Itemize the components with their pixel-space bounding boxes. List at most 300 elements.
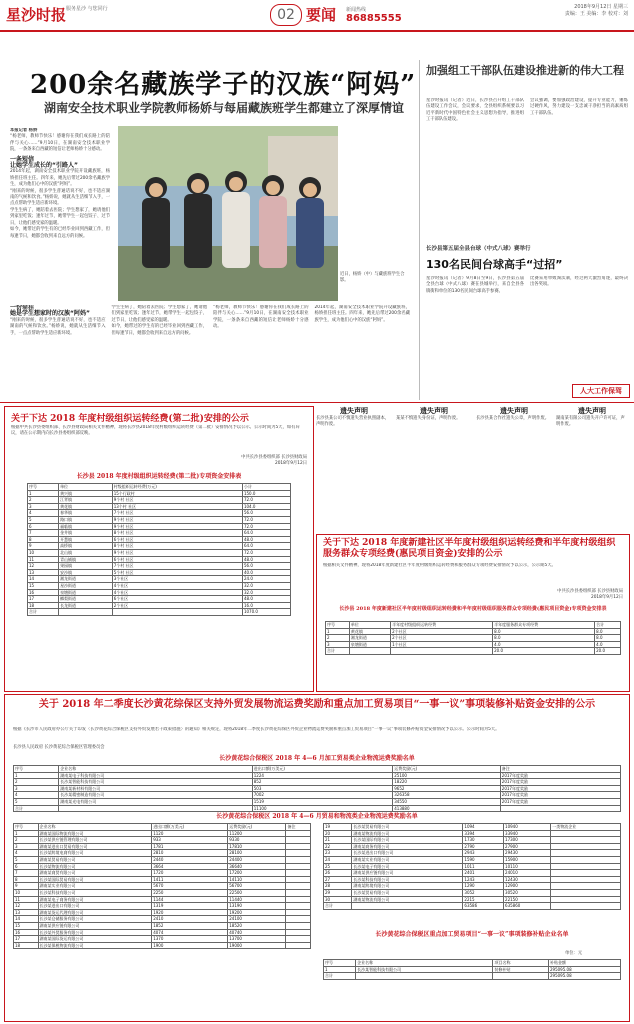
table-cell: 11200 — [228, 830, 286, 837]
table-cell: 13个村 社区 — [112, 503, 242, 510]
table-cell: 2790 — [463, 843, 504, 850]
table-cell — [551, 856, 621, 863]
table-cell — [286, 830, 311, 837]
table-cell: 14 — [14, 916, 39, 923]
table-body — [28, 490, 291, 615]
table-cell: 湖南某新材料有限公司 — [59, 785, 252, 792]
table-row — [28, 549, 291, 556]
table-row — [28, 582, 291, 589]
table-cell — [286, 856, 311, 863]
table-cell: 3 — [14, 785, 59, 792]
table-header: 企业名称 — [356, 960, 493, 967]
lead-headline: 200余名藏族学子的汉族“阿妈” — [30, 70, 417, 100]
table-row — [14, 903, 311, 910]
table-cell: 19200 — [228, 909, 286, 916]
issue-date — [565, 4, 628, 18]
table-row — [14, 916, 311, 923]
table-header: 备注 — [286, 824, 311, 831]
table-cell: 3个社区 — [112, 576, 242, 583]
table-header: 小计 — [242, 484, 290, 491]
table-cell: 湖南某商务有限公司 — [352, 843, 463, 850]
table-cell: 2 — [28, 497, 59, 504]
lost-notice — [476, 406, 552, 422]
table-cell: 长沙某贸易有限公司 — [352, 824, 463, 831]
table-cell: 8.0 — [595, 628, 621, 635]
table-cell: 2440 — [152, 856, 228, 863]
table-header: 合计 — [595, 622, 621, 629]
sport-article-body — [426, 276, 628, 380]
table-cell — [286, 850, 311, 857]
table-cell — [551, 876, 621, 883]
table-header: 备注 — [500, 766, 620, 773]
table-cell: 2 — [14, 779, 59, 786]
table-cell: 长沙某贸易有限公司 — [352, 889, 463, 896]
table-cell: 6个社区 — [112, 596, 242, 603]
table-cell: 4个社区 — [112, 582, 242, 589]
table-cell: 湖南某进出口贸易有限公司 — [38, 843, 152, 850]
hotline-number: 86885555 — [346, 13, 402, 24]
table-cell: 11 — [14, 896, 39, 903]
right-paragraph: 会议强调，要加强政治建设，提升专业能力，锤炼过硬作风，努力建设一支忠诚干净担当的高素质组工干部队伍。 — [530, 98, 628, 116]
table-cell: 合计 — [28, 609, 59, 616]
table-row — [28, 536, 291, 543]
table-cell: 1个社区 — [391, 641, 493, 648]
table-cell — [286, 916, 311, 923]
table-cell: 8.0 — [595, 635, 621, 642]
table-cell: 32.0 — [242, 589, 290, 596]
table-cell — [551, 837, 621, 844]
table-cell — [286, 843, 311, 850]
table-cell: 25100 — [393, 772, 501, 779]
table-cell: 1070.0 — [242, 609, 290, 616]
table-header: 补贴金额 — [548, 960, 620, 967]
table-row — [28, 576, 291, 583]
table-row — [28, 523, 291, 530]
lost-notice-text: 湖南某有限公司遗失开户许可证，声明作废。 — [556, 416, 625, 427]
table-cell — [286, 896, 311, 903]
table-cell — [286, 870, 311, 877]
table-cell: 11100 — [252, 805, 392, 812]
table-row — [324, 863, 621, 870]
table-cell: 9个村 社区 — [112, 523, 242, 530]
table-cell — [356, 973, 493, 980]
table-cell: 13190 — [228, 903, 286, 910]
hotline-label: 新闻热线 — [346, 7, 367, 13]
table-cell: 装修补贴 — [493, 966, 549, 973]
table-row — [28, 556, 291, 563]
table-cell: 5670 — [152, 883, 228, 890]
table-cell — [286, 863, 311, 870]
table-cell: 湖南某物流有限公司 — [352, 830, 463, 837]
table-cell: 150.0 — [242, 490, 290, 497]
table-cell: 1094 — [463, 824, 504, 831]
table-cell: 1 — [14, 772, 59, 779]
table-cell: 5 — [28, 516, 59, 523]
lead-subhead: 一条短信 — [10, 155, 35, 163]
community-funds-table — [325, 621, 621, 655]
table-cell: 3052 — [463, 889, 504, 896]
table-cell: 长沙某跨境电商有限公司 — [38, 850, 152, 857]
lost-notice — [396, 406, 472, 422]
table-cell — [551, 896, 621, 903]
table-cell: 1900 — [152, 942, 228, 949]
table-cell: 413880 — [393, 805, 501, 812]
table-cell: 40740 — [228, 929, 286, 936]
table-row — [28, 497, 291, 504]
notice-body: 根据中共长沙县委组织部、长沙县财政局相关文件精神，现将长沙县2018年度村级组织运转经费（第二批）安排情况予以公示。公示时间为5天，如有异议，请在公示期内向长沙县委组织部反映。 — [11, 425, 300, 436]
table-cell: 9个村 社区 — [112, 549, 242, 556]
table-row — [28, 589, 291, 596]
table-cell — [551, 850, 621, 857]
table-cell: 湖南某供应链有限公司 — [352, 870, 463, 877]
table-title: 长沙黄花综合保税区 2018 年 4—6 月贸易和物流类企业物流运费奖励名单 — [216, 813, 418, 820]
table-row — [326, 628, 621, 635]
table-cell: 7 — [14, 870, 39, 877]
sport-kicker: 长沙县第五届全县台球（中式八球）赛举行 — [426, 246, 531, 252]
table-cell: 3 — [28, 503, 59, 510]
table-cell: 30520 — [504, 889, 551, 896]
signer-text: 中共长沙县委组织部 长沙县财政局 — [241, 455, 307, 460]
table-cell: 28100 — [228, 850, 286, 857]
table-header: 运费奖励(元) — [228, 824, 286, 831]
table-cell: 7个村 社区 — [112, 510, 242, 517]
processing-trade-table — [13, 765, 621, 812]
table-cell: 2个社区 — [112, 602, 242, 609]
table-cell: 30 — [324, 896, 352, 903]
table-cell: 24.0 — [242, 576, 290, 583]
table-header: 运费奖励(元) — [393, 766, 501, 773]
table-cell: 福临镇 — [59, 523, 113, 530]
table-cell: 1144 — [152, 896, 228, 903]
table-cell: 湖南某国际货运有限公司 — [38, 936, 152, 943]
table-row — [324, 973, 621, 980]
table-cell: 合计 — [14, 805, 59, 812]
table-cell — [286, 936, 311, 943]
table-row — [326, 641, 621, 648]
table-cell: 18 — [14, 942, 39, 949]
table-row — [324, 870, 621, 877]
table-cell — [286, 889, 311, 896]
table-cell: 104.0 — [242, 503, 290, 510]
table-cell: 20 — [324, 830, 352, 837]
lead-paragraph: 学生生病了，她陪着去医院；学生想家了，她请他们到家里吃饭；逢年过节，她带学生一起包饺子、过节日，让他们感受家的温暖。 — [10, 207, 110, 226]
table-cell: 高桥镇 — [59, 543, 113, 550]
table-row — [14, 909, 311, 916]
table-cell: 635860 — [504, 903, 551, 910]
table-cell: 2401 — [463, 870, 504, 877]
lost-notice-title: 遗失声明 — [500, 407, 528, 415]
table-row — [14, 843, 311, 850]
table-cell: 长沙某精密制造有限公司 — [59, 792, 252, 799]
table-cell: 1 — [326, 628, 350, 635]
table-cell: 黄花镇 — [349, 628, 390, 635]
table-header-row — [326, 622, 621, 629]
table-cell — [551, 883, 621, 890]
table-cell: 72.0 — [242, 497, 290, 504]
table-cell: 长沙某保税物流有限公司 — [38, 942, 152, 949]
lead-subhead: 让她学生成长的“引路人” — [10, 162, 78, 170]
table-cell: 4 — [28, 510, 59, 517]
lead-subhead: 一份牵挂 — [10, 305, 35, 311]
table-cell: 32.0 — [242, 582, 290, 589]
table-cell: 2 — [326, 635, 350, 642]
notice-free-trade-zone — [4, 694, 630, 1022]
lost-notice-text: 长沙县某合作社遗失公章，声明作废。 — [476, 416, 550, 421]
table-cell: 北山镇 — [59, 549, 113, 556]
table-cell: 1243 — [463, 876, 504, 883]
table-cell: 湖南某商贸有限公司 — [38, 870, 152, 877]
table-cell: 2250 — [152, 889, 228, 896]
right-article-body — [426, 98, 628, 240]
table-header: 序号 — [326, 622, 350, 629]
table-cell: 2个社区 — [391, 628, 493, 635]
table-cell: 长沙某进出口有限公司 — [352, 850, 463, 857]
table-cell: 15 — [28, 582, 59, 589]
table-row — [324, 889, 621, 896]
table-cell: 长沙某科技有限公司 — [352, 876, 463, 883]
table-cell: 2810 — [152, 850, 228, 857]
table-cell: 长沙某供应链管理有限公司 — [38, 837, 152, 844]
table-header: 企业名称 — [59, 766, 252, 773]
table-cell: 24010 — [504, 870, 551, 877]
table-cell: 4074 — [152, 929, 228, 936]
table-header: 序号 — [28, 484, 59, 491]
table-row — [14, 830, 311, 837]
table-row — [326, 648, 621, 655]
table-cell — [286, 922, 311, 929]
table-cell — [59, 609, 113, 616]
table-cell: 7 — [28, 530, 59, 537]
table-cell: 9 — [28, 543, 59, 550]
table-cell: 金井镇 — [59, 530, 113, 537]
table-row — [324, 876, 621, 883]
lost-notice — [556, 406, 628, 428]
table-cell: 29430 — [504, 850, 551, 857]
table-cell: 合计 — [326, 648, 350, 655]
table-cell: 2410 — [152, 916, 228, 923]
column-stamp: 人大工作保驾 — [572, 384, 630, 398]
table-cell: 长沙某国际贸易有限公司 — [38, 876, 152, 883]
table-row — [14, 883, 311, 890]
table-header: 进出口额(万美元) — [152, 824, 228, 831]
table-row — [14, 896, 311, 903]
table-cell: 1319 — [152, 903, 228, 910]
lead-paragraph: 2014年起，湖南安全技术职业学院开设藏族班，杨娇担任班主任。四年来，她先后带过200余名藏族学生，成为他们心中的汉族“阿妈”。 — [10, 169, 110, 188]
editors-text: 责编：王 美编：李 校对：刘 — [564, 11, 628, 17]
table-row — [28, 602, 291, 609]
table-cell: 9个村 社区 — [112, 516, 242, 523]
table-cell: 4个社区 — [112, 589, 242, 596]
table-cell: 72.0 — [242, 516, 290, 523]
table-row — [28, 503, 291, 510]
table-cell: 10 — [28, 549, 59, 556]
table-cell: 29 — [324, 889, 352, 896]
table-cell — [286, 903, 311, 910]
table-cell: 合计 — [324, 973, 356, 980]
table-cell: 18520 — [228, 922, 286, 929]
table-cell: 17810 — [228, 843, 286, 850]
table-cell: 72.0 — [242, 523, 290, 530]
table-body — [324, 824, 621, 910]
table-cell: 3664 — [152, 863, 228, 870]
table-row — [28, 490, 291, 497]
table-row — [324, 824, 621, 831]
table-cell: 6个村 社区 — [112, 536, 242, 543]
table-cell: 长沙某智能科技有限公司 — [59, 779, 252, 786]
table-header: 序号 — [14, 766, 59, 773]
table-cell: 28 — [324, 883, 352, 890]
table-cell: 22500 — [228, 889, 286, 896]
table-cell: 56700 — [228, 883, 286, 890]
table-cell: 18220 — [393, 779, 501, 786]
table-cell: 48.0 — [242, 556, 290, 563]
table-cell: 榔梨街道 — [59, 596, 113, 603]
table-cell: 一类物流企业 — [551, 824, 621, 831]
table-row — [14, 779, 621, 786]
table-cell: 14 — [28, 576, 59, 583]
table-cell: 25 — [324, 863, 352, 870]
table-cell: 11 — [28, 556, 59, 563]
date-text: 2018年9月12日 星期三 — [574, 4, 628, 10]
table-cell: 1411 — [152, 876, 228, 883]
table-cell: 8.0 — [493, 635, 595, 642]
table-cell: 34550 — [393, 798, 501, 805]
table-cell: 9 — [14, 883, 39, 890]
table-cell: 1011 — [463, 863, 504, 870]
table-row — [28, 530, 291, 537]
table-header: 序号 — [324, 960, 356, 967]
table-cell: 湖南某国际物流有限公司 — [38, 830, 152, 837]
logistics-table-right — [323, 823, 621, 910]
table-cell — [551, 889, 621, 896]
table-cell: 9个村 社区 — [112, 497, 242, 504]
table-cell: 1720 — [152, 870, 228, 877]
table-cell: 16 — [14, 929, 39, 936]
table-row — [324, 896, 621, 903]
table-cell: 3 — [326, 641, 350, 648]
table-body — [14, 772, 621, 812]
table-cell: 长沙某电子有限公司 — [352, 863, 463, 870]
table-cell: 1 — [28, 490, 59, 497]
table-header: 半年度村级组织运转经费 — [391, 622, 493, 629]
table-cell: 12430 — [504, 876, 551, 883]
table-cell: 4.0 — [595, 641, 621, 648]
table-cell: 20.0 — [595, 648, 621, 655]
lost-notice-text: 长沙县某公司不慎遗失营业执照副本，声明作废。 — [316, 416, 390, 427]
table-cell: 星沙街道 — [59, 582, 113, 589]
table-body — [326, 628, 621, 654]
notice-title: 关于下达 2018 年度新建社区半年度村级组织运转经费和半年度村级组织服务群众专项经费(惠民项目资金)安排的公示 — [323, 538, 616, 559]
table-cell: 春华镇 — [59, 510, 113, 517]
table-cell: 20.0 — [493, 648, 595, 655]
table-cell: 湘龙街道 — [59, 576, 113, 583]
table-cell: 1224 — [252, 772, 392, 779]
table-row — [28, 516, 291, 523]
date-text: 2018年9月12日 — [590, 595, 623, 600]
table-row — [14, 863, 311, 870]
table-cell — [493, 973, 549, 980]
table-cell — [286, 837, 311, 844]
table-cell: 933 — [152, 837, 228, 844]
notice-signer: 长沙县人民政府 长沙黄花综合保税区管理委员会 — [13, 745, 105, 750]
table-cell: 18 — [28, 602, 59, 609]
notice-body: 根据《长沙市人民政府办公厅关于印发〈长沙黄花综合保税区支持外贸发展若干政策措施〉的通知》相关规定，现将2018年二季度长沙黄花综保区外贸企业物流运费奖励和重点加工贸易项目“一事一议”事项装修补贴资金安排情况予以公示。公示时间为5天。 — [13, 727, 500, 732]
table-cell: 11440 — [228, 896, 286, 903]
table-header: 项目名称 — [493, 960, 549, 967]
table-cell: 40.0 — [242, 569, 290, 576]
lost-notice-text: 某某不慎遗失身份证，声明作废。 — [396, 416, 461, 421]
table-cell: 江背镇 — [59, 497, 113, 504]
table-cell — [286, 883, 311, 890]
table-header-row — [324, 960, 621, 967]
table-row — [324, 883, 621, 890]
sport-paragraph: 比赛采用单败淘汰制，经过两天激烈角逐，最终决出各奖项。 — [530, 276, 628, 288]
table-cell: 黄兴镇 — [59, 490, 113, 497]
lead-paragraph: 如今，她带过的学生有的已经毕业回到西藏工作，但每逢节日，她都会收到来自远方的问候。 — [10, 227, 110, 239]
table-cell: 4.0 — [493, 641, 595, 648]
table-cell: 果园镇 — [59, 563, 113, 570]
table-body — [14, 830, 311, 949]
section-divider — [0, 402, 634, 403]
table-cell: 12 — [28, 563, 59, 570]
table-cell: 路口镇 — [59, 516, 113, 523]
table-cell: 8个村 社区 — [112, 530, 242, 537]
table-row — [28, 609, 291, 616]
table-cell: 10110 — [504, 863, 551, 870]
table-cell: 2 — [14, 837, 39, 844]
table-cell: 泉塘街道 — [59, 589, 113, 596]
lead-paragraph: 如今，她带过的学生有的已经毕业回到西藏工作，但每逢节日，她都会收到来自远方的问候。 — [111, 324, 207, 336]
table-cell: 1590 — [463, 856, 504, 863]
table-cell: 326358 — [393, 792, 501, 799]
table-row — [324, 843, 621, 850]
table-cell: 4 — [14, 850, 39, 857]
table-cell: 青山铺镇 — [59, 556, 113, 563]
table-cell: 27900 — [504, 843, 551, 850]
table-row — [28, 510, 291, 517]
table-row — [324, 830, 621, 837]
table-row — [14, 798, 621, 805]
lead-paragraph: “杨老师，教师节快乐！感谢你在我们成长路上的陪伴与关心……”9月10日，在湖南安全技术职业学院，一条条来自西藏的短信让老师杨娇十分感动。 — [213, 305, 309, 330]
table-cell: 48.0 — [242, 596, 290, 603]
table-cell: 10940 — [504, 824, 551, 831]
table-header: 进出口额(万美元) — [252, 766, 392, 773]
table-cell: 1519 — [252, 798, 392, 805]
table-cell — [551, 830, 621, 837]
renovation-subsidy-table — [323, 959, 621, 980]
table-cell: 13 — [14, 909, 39, 916]
table-cell — [352, 903, 463, 910]
table-row — [14, 792, 621, 799]
table-header: 半年度服务群众专项经费 — [493, 622, 595, 629]
table-cell: 长沙某外贸服务有限公司 — [38, 929, 152, 936]
table-row — [28, 563, 291, 570]
table-cell: 1 — [324, 966, 356, 973]
table-cell: 6 — [28, 523, 59, 530]
table-cell: 2017年度奖励 — [500, 785, 620, 792]
table-cell: 16 — [28, 589, 59, 596]
signer-text: 中共长沙县委组织部 长沙县财政局 — [557, 589, 623, 594]
lost-notice-title: 遗失声明 — [578, 407, 606, 415]
table-cell: 3394 — [463, 830, 504, 837]
lost-notice — [316, 406, 392, 428]
lead-paragraph: “刚来的时候，很多学生普通话说不好，也不适应湖南的气候和饮食。”杨娇说，她就从生活细节入手，一点点帮助学生适应新环境。 — [10, 317, 106, 336]
table-cell: 26 — [324, 870, 352, 877]
table-cell: 24400 — [228, 856, 286, 863]
table-cell: 泉塘街道 — [349, 641, 390, 648]
lead-paragraph: “刚来的时候，很多学生普通话说不好，也不适应湖南的气候和饮食。”杨娇说，她就从生活细节入手，一点点帮助学生适应新环境。 — [10, 188, 110, 207]
table-cell: 湖南某供应链有限公司 — [38, 922, 152, 929]
